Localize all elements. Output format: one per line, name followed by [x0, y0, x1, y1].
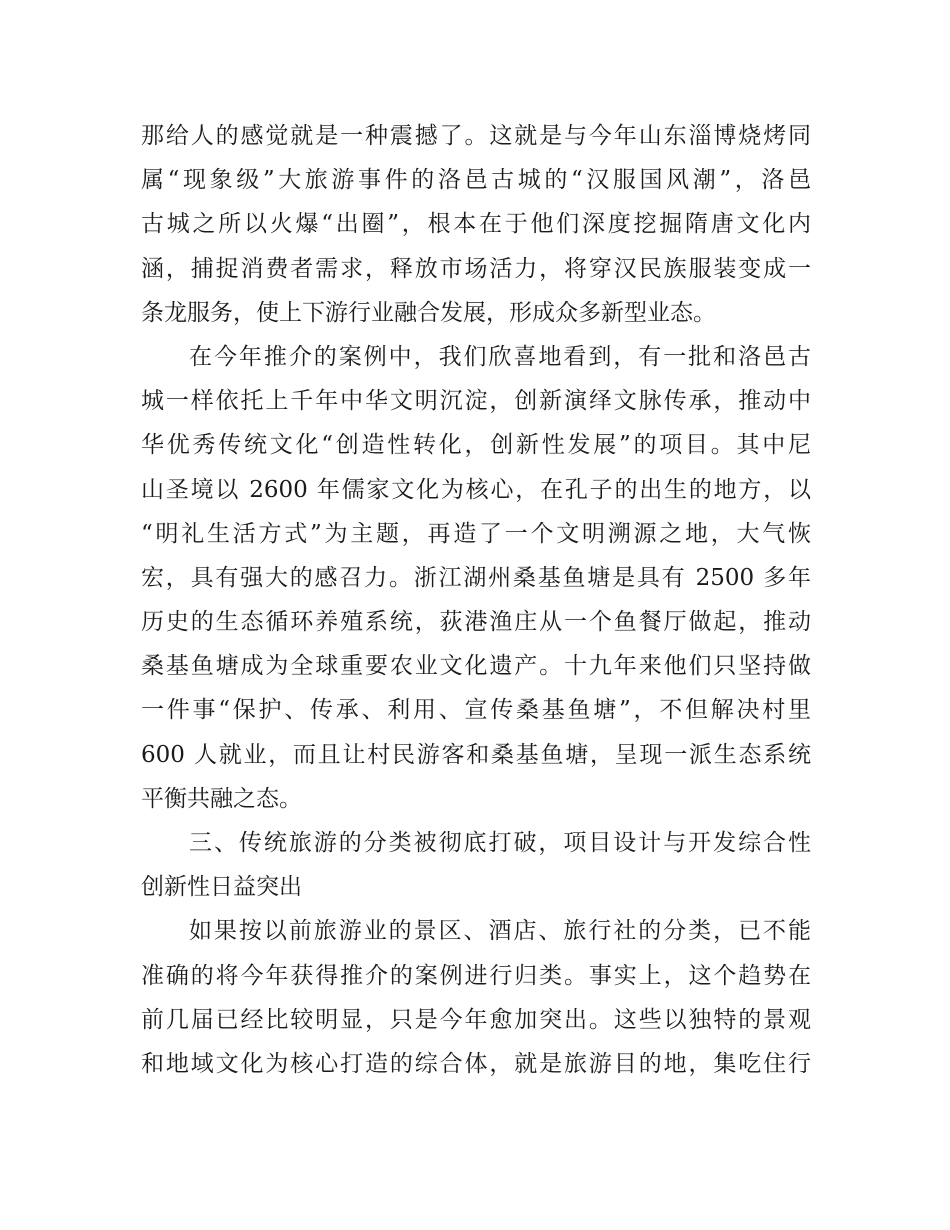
text-line: 涵，捕捉消费者需求，释放市场活力，将穿汉民族服装变成一 [141, 255, 811, 282]
paragraph-2 [141, 335, 811, 821]
text-line: 三、传统旅游的分类被彻底打破，项目设计与开发综合性 [189, 830, 811, 856]
text-line: 条龙服务，使上下游行业融合发展，形成众多新型业态。 [141, 299, 716, 326]
text-line: 宏，具有强大的感召力。浙江湖州桑基鱼塘是具有 2500 多年 [141, 564, 811, 591]
text-line: 平衡共融之态。 [141, 785, 302, 812]
text-line: “明礼生活方式”为主题，再造了一个文明溯源之地，大气恢 [141, 520, 811, 547]
text-line: 准确的将今年获得推介的案例进行归类。事实上，这个趋势在 [141, 962, 811, 989]
text-line: 创新性日益突出 [141, 874, 302, 901]
text-line: 桑基鱼塘成为全球重要农业文化遗产。十九年来他们只坚持做 [141, 653, 811, 680]
paragraph-4 [141, 909, 811, 1086]
text-line: 古城之所以火爆“出圈”，根本在于他们深度挖掘隋唐文化内 [141, 211, 811, 238]
paragraph-1 [141, 114, 811, 335]
text-line: 历史的生态循环养殖系统，荻港渔庄从一个鱼餐厅做起，推动 [141, 609, 811, 636]
document-body [141, 114, 811, 1086]
text-line: 一件事“保护、传承、利用、宣传桑基鱼塘”，不但解决村里 [141, 697, 811, 724]
text-line: 和地域文化为核心打造的综合体，就是旅游目的地，集吃住行 [141, 1050, 811, 1077]
text-line: 城一样依托上千年中华文明沉淀，创新演绎文脉传承，推动中 [141, 388, 811, 415]
text-line: 那给人的感觉就是一种震撼了。这就是与今年山东淄博烧烤同 [141, 123, 811, 149]
text-line: 华优秀传统文化“创造性转化，创新性发展”的项目。其中尼 [141, 432, 811, 459]
text-line: 如果按以前旅游业的景区、酒店、旅行社的分类，已不能 [189, 918, 811, 945]
text-line: 前几届已经比较明显，只是今年愈加突出。这些以独特的景观 [141, 1006, 811, 1033]
section-heading [141, 821, 811, 909]
text-line: 山圣境以 2600 年儒家文化为核心，在孔子的出生的地方，以 [141, 476, 811, 503]
text-line: 在今年推介的案例中，我们欣喜地看到，有一批和洛邑古 [189, 343, 811, 370]
text-line: 属“现象级”大旅游事件的洛邑古城的“汉服国风潮”，洛邑 [141, 167, 811, 194]
text-line: 600 人就业，而且让村民游客和桑基鱼塘，呈现一派生态系统 [141, 741, 811, 768]
